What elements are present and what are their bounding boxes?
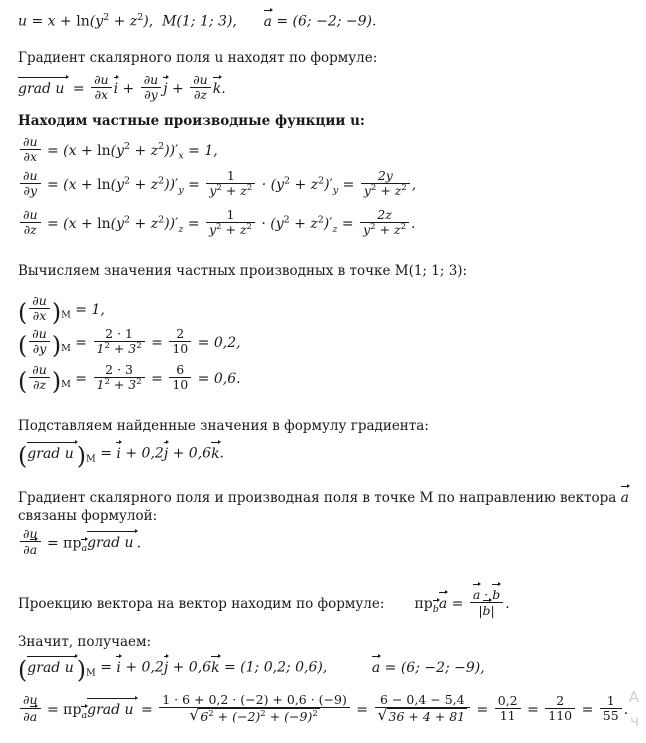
formula-projection: $пр_ba$ = $\frac{a \cdot b}{|b|}$ . (414, 586, 510, 618)
formula-gradient-at-M: (grad u )$_M = i + 0,2j + 0,6k$. (18, 442, 224, 470)
partial-derivative-z: $\frac{\partial u}{\partial z}$ = $(x + \ln(y^2 + z^2))'_z$ = $\frac{1}{y^2 + z^2}$ · $(y^2 + z^2)'_z$ = $\frac{2z}{y^2 + z^2}$ . (18, 209, 415, 239)
heading-projection-text: Проекцию вектора на вектор находим по формуле: (18, 595, 385, 612)
value-partial-x: ( $\frac{\partial u}{\partial x}$ )$_M = 1$, (18, 292, 105, 327)
heading-result: Значит, получаем: (18, 634, 152, 650)
result-vector-a: a = (6; −2; −9), (371, 659, 485, 676)
heading-relation-line2: связаны формулой: (18, 508, 158, 524)
heading-partials: Находим частные производные функции u: (18, 113, 365, 129)
heading-relation-line1: Градиент скалярного поля и производная поля в точке М по направлению вектора a (18, 490, 629, 506)
formula-gradient: grad u = $\frac{\partial u}{\partial x}$ i + $\frac{\partial u}{\partial y}$ j + $\frac{\partial u}{\partial z}$ k. (18, 71, 226, 102)
watermark-line-1: A (628, 688, 640, 706)
value-partial-y: ( $\frac{\partial u}{\partial y}$ )$_M$ = $\frac{2 \cdot 1}{1^2 + 3^2}$ = $\frac{2}{10}$ = 0,2, (18, 325, 241, 360)
final-computation: $\frac{\partial u}{\partial a}$ = $пр_agrad$ u = 1 · 6 + 0,2 · (−2) + 0,6 · (−9) √ $6^2 + (-2)^2 + (-9)^2$ = 6 − 0,4 − 5,4 √ 36 + 4 + 81 = $\frac{0,2}{11}$ = $\frac{2}{110}$ = $\frac{1}{55}$ . (18, 694, 628, 726)
heading-gradient: Градиент скалярного поля u находят по формуле: (18, 50, 378, 66)
heading-values-at-point: Вычисляем значения частных производных в точке M(1; 1; 3): (18, 263, 468, 279)
heading-projection (18, 588, 510, 620)
given-statement: $u = x + \ln(y^2 + z^2)$, M(1; 1; 3), a = (6; −2; −9). (18, 12, 377, 30)
result-gradient-components: (grad u )$_M = i + 0,2j + 0,6k = (1$; 0,2; 0,6), a = (6; −2; −9), (18, 656, 485, 684)
heading-substitute: Подставляем найденные значения в формулу градиента: (18, 418, 429, 434)
value-partial-z: ( $\frac{\partial u}{\partial z}$ )$_M$ = $\frac{2 \cdot 3}{1^2 + 3^2}$ = $\frac{6}{10}$ = 0,6. (18, 361, 241, 396)
watermark-line-2: ч (630, 712, 640, 730)
partial-derivative-x: $\frac{\partial u}{\partial x}$ = $(x + \ln(y^2 + z^2))'_x = 1$, (18, 136, 218, 166)
partial-derivative-y: $\frac{\partial u}{\partial y}$ = $(x + \ln(y^2 + z^2))'_y$ = $\frac{1}{y^2 + z^2}$ · $(y^2 + z^2)'_y$ = $\frac{2y}{y^2 + z^2}$ , (18, 170, 416, 200)
formula-directional-derivative: $\frac{\partial u}{\partial a}$ = $пр_agrad$ u . (18, 528, 141, 559)
